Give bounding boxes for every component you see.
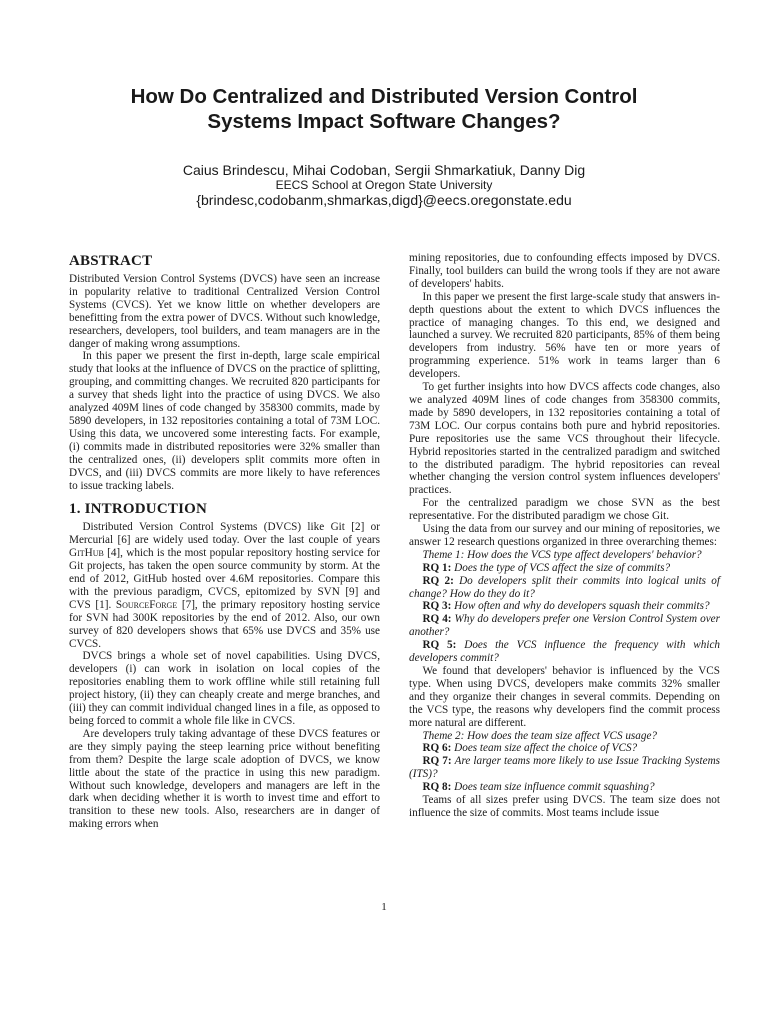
rq8-text: Does team size influence commit squashing? [454, 781, 655, 794]
introduction-heading: 1. INTRODUCTION [69, 501, 208, 518]
right-column [409, 252, 720, 820]
findings-paragraph-1: We found that developers' behavior is influenced by the VCS type. When using DVCS, developers make commits 32% smaller and they organize their changes in several commits. Depending on the VCS type, the reasons why developers find the commit process more natural are different. [409, 665, 720, 729]
rq1-text: Does the type of VCS affect the size of commits? [454, 561, 671, 574]
intro-p1-part-a: Distributed Version Control Systems (DVCS) like Git [2] or Mercurial [6] are widely used today. Over the last couple of years [69, 521, 380, 547]
theme-2: Theme 2: How does the team size affect VCS usage? [422, 729, 658, 742]
research-question-2 [409, 575, 720, 601]
research-question-6 [409, 742, 720, 755]
theme-1: Theme 1: How does the VCS type affect developers' behavior? [422, 548, 702, 561]
rq2-label: RQ 2: [422, 574, 454, 587]
abstract-paragraph-1: Distributed Version Control Systems (DVCS) have seen an increase in popularity relative to traditional Centralized Version Control Systems (CVCS). Yet we know little on whether developers are benefitting from the extra power of DVCS. Without such knowledge, researchers, developers, tool builders, and team managers are in the danger of making wrong assumptions. [69, 273, 380, 350]
intro-p1-part-b: [4], which is the most popular repository hosting service for Git projects, has taken the open source community by storm. At the end of 2012, GitHub hosted over 4.6M repositories. Compare this with the previous paradigm, CVCS, epitomized by SVN [9] and CVS [1]. [69, 547, 380, 611]
author-list: Caius Brindescu, Mihai Codoban, Sergii Shmarkatiuk, Danny Dig [182, 162, 586, 178]
github-name: GitHub [69, 547, 104, 560]
intro-paragraph-5: To get further insights into how DVCS affects code changes, also we analyzed 409M lines of code changes from 358300 commits, made by 5890 developers, in 132 repositories containing a total of 73M LOC. Our corpus contains both pure and hybrid repositories. Pure repositories use the same VCS throughout their lifecycle. Hybrid repositories started in the centralized paradigm and switched to the distributed paradigm. The hybrid repositories can reveal whether changing the version control system influences developers' practices. [409, 381, 720, 497]
rq8-label: RQ 8: [422, 781, 452, 794]
author-emails: {brindesc,codobanm,shmarkas,digd}@eecs.oregonstate.edu [196, 192, 572, 208]
intro-paragraph-7: Using the data from our survey and our mining of repositories, we answer 12 research questions organized in three overarching themes: [409, 523, 720, 548]
intro-paragraph-2: DVCS brings a whole set of novel capabilities. Using DVCS, developers (i) can work in isolation on local copies of the repositories enabling them to work offline while still retaining full project history, (ii) they can cheaply create and merge branches, and (iii) they can commit individual changed lines in a file, as opposed to being forced to commit a whole file like in CVCS. [69, 650, 380, 727]
rq2-text: Do developers split their commits into logical units of change? How do they do it? [409, 574, 721, 600]
rq6-text: Does team size affect the choice of VCS? [454, 742, 638, 755]
abstract-heading: ABSTRACT [69, 253, 153, 269]
rq4-text: Why do developers prefer one Version Control System over another? [409, 613, 721, 639]
rq7-text: Are larger teams more likely to use Issue Tracking Systems (ITS)? [409, 755, 721, 781]
paper-title [60, 84, 708, 134]
rq3-label: RQ 3: [422, 600, 452, 613]
rq7-label: RQ 7: [422, 755, 452, 768]
intro-paragraph-1 [69, 521, 380, 650]
research-question-8 [409, 781, 720, 794]
research-question-7 [409, 755, 720, 781]
research-question-1 [409, 562, 720, 575]
research-question-5 [409, 639, 720, 665]
intro-paragraph-4: In this paper we present the first large-scale study that answers in-depth questions about the extent to which DVCS influences the practice of managing changes. To this end, we designed and launched a survey. We recruited 820 participants, 85% of them being developers from industry. 56% have ten or more years of programming experience. 51% work in teams larger than 6 developers. [409, 290, 720, 381]
intro-paragraph-6: For the centralized paradigm we chose SVN as the best representative. For the distributed paradigm we chose Git. [409, 497, 720, 523]
research-question-3 [409, 600, 720, 613]
intro-p1-part-c: [7], the primary repository hosting service for SVN had 300K repositories by the end of 2012. Also, our own survey of 820 developers shows that 65% use DVCS and 35% use CVCS. [69, 598, 380, 650]
rq3-text: How often and why do developers squash their commits? [454, 600, 710, 613]
title-line-1: How Do Centralized and Distributed Version Control [130, 85, 638, 108]
research-question-4 [409, 613, 720, 639]
rq5-label: RQ 5: [422, 639, 457, 652]
left-column [69, 252, 380, 831]
rq4-label: RQ 4: [422, 613, 452, 626]
title-line-2: Systems Impact Software Changes? [207, 110, 561, 133]
page-number: 1 [381, 901, 387, 913]
sourceforge-name: SourceForge [115, 598, 178, 611]
intro-paragraph-3: Are developers truly taking advantage of these DVCS features or are they simply paying the steep learning price without benefiting from them? Despite the large scale adoption of DVCS, we know little about the state of the practice in using this new paradigm. Without such knowledge, developers and managers are left in the dark when deciding whether it is worth to invest time and effort to transition to these new tools. Also, researchers are in danger of making errors when [69, 727, 380, 831]
rq6-label: RQ 6: [422, 742, 452, 755]
abstract-paragraph-2: In this paper we present the first in-depth, large scale empirical study that looks at the influence of DVCS on the practice of splitting, grouping, and committing changes. We recruited 820 participants for a survey that sheds light into the practice of using DVCS. We also analyzed 409M lines of code changed by 358300 commits, made by 5890 developers, in 132 repositories containing a total of 73M LOC. Using this data, we uncovered some interesting facts. For example, (i) commits made in distributed repositories were 32% smaller than the centralized ones, (ii) developers split commits more often in DVCS, and (iii) DVCS commits are more likely to have references to issue tracking labels. [69, 350, 380, 492]
affiliation: EECS School at Oregon State University [275, 178, 493, 192]
intro-paragraph-continued: mining repositories, due to confounding effects imposed by DVCS. Finally, tool builders can build the wrong tools if they are not aware of developers' habits. [409, 252, 720, 290]
rq5-text: Does the VCS influence the frequency with which developers commit? [409, 639, 721, 665]
rq1-label: RQ 1: [422, 561, 452, 574]
findings-paragraph-2: Teams of all sizes prefer using DVCS. The team size does not influence the size of commits. Most teams include issue [409, 794, 720, 819]
